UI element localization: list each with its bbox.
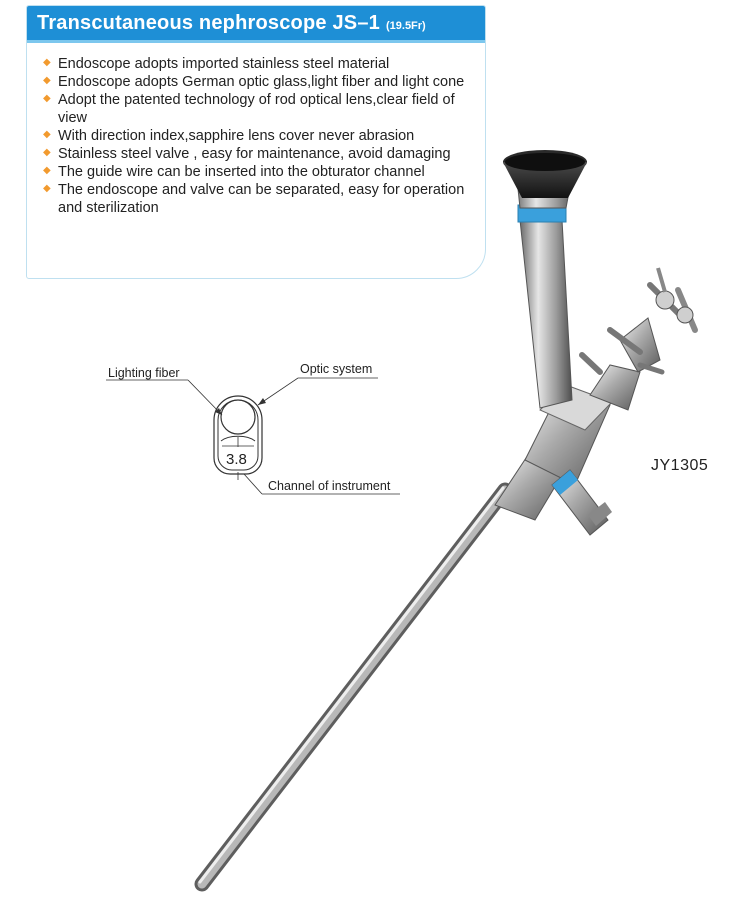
diamond-bullet-icon: ◆: [43, 183, 51, 194]
feature-item: ◆ Adopt the patented technology of rod optical lens,clear field of view: [43, 92, 455, 126]
dimension-value: 3.8: [226, 451, 247, 468]
feature-item: ◆ The guide wire can be inserted into the obturator channel: [43, 164, 425, 180]
feature-item: ◆ Stainless steel valve , easy for maintenance, avoid damaging: [43, 146, 451, 162]
feature-item: ◆ Endoscope adopts imported stainless steel material: [43, 56, 390, 72]
diamond-bullet-icon: ◆: [43, 57, 51, 68]
feature-item: ◆ The endoscope and valve can be separated, easy for operation and sterilization: [43, 182, 465, 216]
optic-system-label: Optic system: [300, 362, 373, 376]
diamond-bullet-icon: ◆: [43, 129, 51, 140]
diamond-bullet-icon: ◆: [43, 75, 51, 86]
channel-label: Channel of instrument: [268, 479, 391, 493]
feature-item: ◆ With direction index,sapphire lens cover never abrasion: [43, 128, 415, 144]
feature-item: ◆ Endoscope adopts German optic glass,light fiber and light cone: [43, 74, 465, 90]
diamond-bullet-icon: ◆: [43, 165, 51, 176]
instrument-sheath: [200, 488, 505, 884]
product-title: Transcutaneous nephroscope JS–1: [37, 11, 380, 34]
model-code: JY1305: [651, 457, 709, 474]
product-size: (19.5Fr): [385, 19, 426, 32]
instrument-body: [495, 150, 695, 535]
diamond-bullet-icon: ◆: [43, 93, 51, 104]
lighting-fiber-label: Lighting fiber: [108, 366, 180, 380]
diamond-bullet-icon: ◆: [43, 147, 51, 158]
cross-section-diagram: [106, 378, 400, 494]
